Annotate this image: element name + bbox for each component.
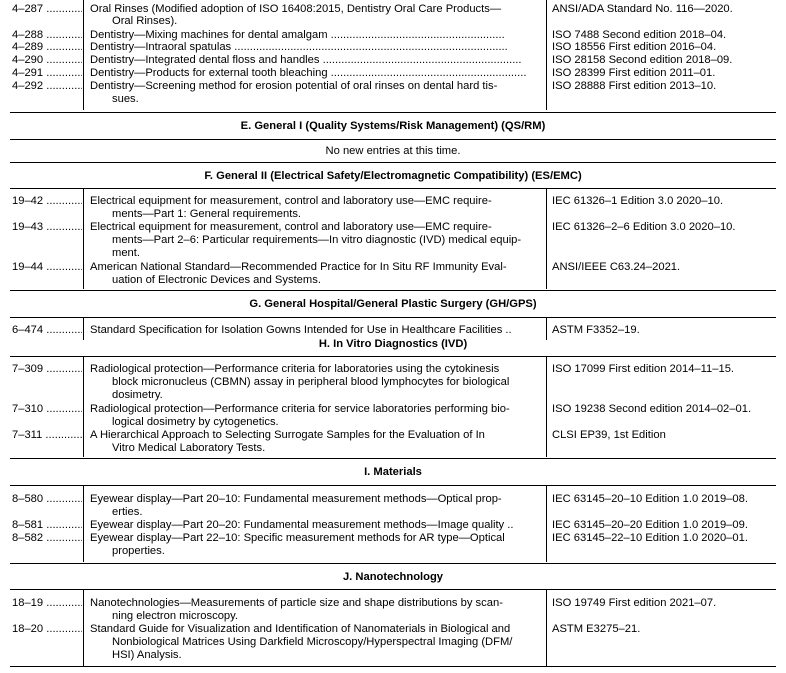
entry-description: Dentistry—Integrated dental floss and handles ................................................................ bbox=[90, 54, 522, 66]
entry-description: ments—Part 1: General requirements. bbox=[112, 208, 302, 220]
entry-standard: ASTM E3275–21. bbox=[552, 623, 641, 635]
entry-number: 7–310 ..... bbox=[12, 403, 82, 416]
section-heading: E. General I (Quality Systems/Risk Management) (QS/RM) bbox=[240, 120, 546, 132]
section-heading: G. General Hospital/General Plastic Surgery (GH/GPS) bbox=[249, 298, 537, 310]
section-note: No new entries at this time. bbox=[325, 145, 461, 157]
entry-number: 4–287 ..... bbox=[12, 3, 82, 16]
section-heading: J. Nanotechnology bbox=[342, 571, 444, 583]
entry-number: 4–288 ..... bbox=[12, 29, 82, 42]
section-divider bbox=[10, 188, 776, 189]
entry-description: Radiological protection—Performance criteria for service laboratories performing bio- bbox=[90, 403, 510, 415]
section-divider bbox=[10, 162, 776, 163]
entry-number: 8–580 ..... bbox=[12, 493, 82, 506]
entry-number: 19–42 ..... bbox=[12, 195, 82, 208]
entry-description: A Hierarchical Approach to Selecting Surrogate Samples for the Evaluation of In bbox=[90, 429, 485, 441]
section-heading: H. In Vitro Diagnostics (IVD) bbox=[318, 338, 468, 350]
column-rule bbox=[546, 189, 547, 289]
entry-standard: IEC 63145–22–10 Edition 1.0 2020–01. bbox=[552, 532, 748, 544]
entry-standard: IEC 63145–20–20 Edition 1.0 2019–09. bbox=[552, 519, 748, 531]
entry-description: sues. bbox=[112, 93, 139, 105]
entry-standard: ISO 19749 First edition 2021–07. bbox=[552, 597, 717, 609]
entry-description: American National Standard—Recommended Practice for In Situ RF Immunity Eval- bbox=[90, 261, 507, 273]
entry-number: 8–582 ..... bbox=[12, 532, 82, 545]
entry-standard: ASTM F3352–19. bbox=[552, 324, 640, 336]
entry-number: 7–311 ..... bbox=[12, 429, 82, 442]
entry-number: 7–309 ..... bbox=[12, 363, 82, 376]
entry-description: Electrical equipment for measurement, control and laboratory use—EMC require- bbox=[90, 195, 492, 207]
entry-standard: ISO 17099 First edition 2014–11–15. bbox=[552, 363, 735, 375]
entry-standard: IEC 61326–1 Edition 3.0 2020–10. bbox=[552, 195, 724, 207]
entry-description: dosimetry. bbox=[112, 389, 163, 401]
entry-number: 19–43 ..... bbox=[12, 221, 82, 234]
entry-description: Dentistry—Screening method for erosion potential of oral rinses on dental hard tis- bbox=[90, 80, 498, 92]
column-rule bbox=[83, 357, 84, 457]
entry-description: Vitro Medical Laboratory Tests. bbox=[112, 442, 266, 454]
entry-description: Radiological protection—Performance criteria for laboratories using the cytokinesis bbox=[90, 363, 500, 375]
column-rule bbox=[546, 318, 547, 340]
entry-standard: ANSI/ADA Standard No. 116—2020. bbox=[552, 3, 733, 15]
entry-number: 4–289 ..... bbox=[12, 41, 82, 54]
entry-description: Dentistry—Mixing machines for dental amalgam ........................................................ bbox=[90, 29, 505, 41]
entry-description: Eyewear display—Part 22–10: Specific measurement methods for AR type—Optical bbox=[90, 532, 505, 544]
section-heading: I. Materials bbox=[364, 466, 422, 478]
entry-description: Standard Guide for Visualization and Identification of Nanomaterials in Biological and bbox=[90, 623, 511, 635]
entry-description: Standard Specification for Isolation Gowns Intended for Use in Healthcare Facilities .. bbox=[90, 324, 512, 336]
entry-standard: ISO 28888 First edition 2013–10. bbox=[552, 80, 717, 92]
entry-description: uation of Electronic Devices and Systems. bbox=[112, 274, 321, 286]
column-rule bbox=[546, 590, 547, 666]
entry-number: 8–581 ..... bbox=[12, 519, 82, 532]
entry-standard: ISO 28158 Second edition 2018–09. bbox=[552, 54, 733, 66]
section-divider bbox=[10, 485, 776, 486]
column-rule bbox=[83, 0, 84, 110]
section-divider bbox=[10, 666, 776, 667]
entry-standard: ISO 19238 Second edition 2014–02–01. bbox=[552, 403, 752, 415]
column-rule bbox=[546, 357, 547, 457]
entry-number: 6–474 ..... bbox=[12, 324, 82, 337]
entry-description: properties. bbox=[112, 545, 165, 557]
entry-description: Eyewear display—Part 20–20: Fundamental measurement methods—Image quality .. bbox=[90, 519, 514, 531]
entry-description: ment. bbox=[112, 247, 140, 259]
entry-description: erties. bbox=[112, 506, 143, 518]
entry-description: logical dosimetry by cytogenetics. bbox=[112, 416, 279, 428]
section-divider bbox=[10, 139, 776, 140]
entry-description: block micronucleus (CBMN) assay in peripheral blood lymphocytes for biological bbox=[112, 376, 510, 388]
entry-standard: ISO 28399 First edition 2011–01. bbox=[552, 67, 716, 79]
entry-description: Dentistry—Products for external tooth bleaching ............................................................... bbox=[90, 67, 527, 79]
section-heading: F. General II (Electrical Safety/Electromagnetic Compatibility) (ES/EMC) bbox=[204, 170, 582, 182]
entry-standard: ANSI/IEEE C63.24–2021. bbox=[552, 261, 681, 273]
entry-standard: ISO 18556 First edition 2016–04. bbox=[552, 41, 717, 53]
entry-description: Nonbiological Matrices Using Darkfield Microscopy/Hyperspectral Imaging (DFM/ bbox=[112, 636, 513, 648]
entry-description: Nanotechnologies—Measurements of particle size and shape distributions by scan- bbox=[90, 597, 503, 609]
column-rule bbox=[83, 318, 84, 340]
entry-standard: IEC 63145–20–10 Edition 1.0 2019–08. bbox=[552, 493, 748, 505]
column-rule bbox=[546, 486, 547, 562]
section-divider bbox=[10, 290, 776, 291]
entry-description: HSI) Analysis. bbox=[112, 649, 182, 661]
entry-description: ning electron microscopy. bbox=[112, 610, 239, 622]
column-rule bbox=[83, 486, 84, 562]
section-divider bbox=[10, 112, 776, 113]
entry-number: 4–292 ..... bbox=[12, 80, 82, 93]
section-divider bbox=[10, 563, 776, 564]
entry-number: 19–44 ..... bbox=[12, 261, 82, 274]
entry-number: 18–20 ..... bbox=[12, 623, 82, 636]
entry-description: Dentistry—Intraoral spatulas ........................................................................................ bbox=[90, 41, 508, 53]
section-divider bbox=[10, 356, 776, 357]
entry-description: Electrical equipment for measurement, control and laboratory use—EMC require- bbox=[90, 221, 492, 233]
column-rule bbox=[83, 590, 84, 666]
entry-description: Oral Rinses (Modified adoption of ISO 16408:2015, Dentistry Oral Care Products— bbox=[90, 3, 502, 15]
section-divider bbox=[10, 458, 776, 459]
column-rule bbox=[83, 189, 84, 289]
entry-number: 4–290 ..... bbox=[12, 54, 82, 67]
entry-description: ments—Part 2–6: Particular requirements—In vitro diagnostic (IVD) medical equip- bbox=[112, 234, 522, 246]
entry-standard: ISO 7488 Second edition 2018–04. bbox=[552, 29, 727, 41]
entry-standard: CLSI EP39, 1st Edition bbox=[552, 429, 666, 441]
entry-description: Eyewear display—Part 20–10: Fundamental measurement methods—Optical prop- bbox=[90, 493, 502, 505]
column-rule bbox=[546, 0, 547, 110]
entry-description: Oral Rinses). bbox=[112, 15, 178, 27]
section-divider bbox=[10, 317, 776, 318]
entry-number: 4–291 ..... bbox=[12, 67, 82, 80]
section-divider bbox=[10, 589, 776, 590]
entry-standard: IEC 61326–2–6 Edition 3.0 2020–10. bbox=[552, 221, 736, 233]
entry-number: 18–19 ..... bbox=[12, 597, 82, 610]
